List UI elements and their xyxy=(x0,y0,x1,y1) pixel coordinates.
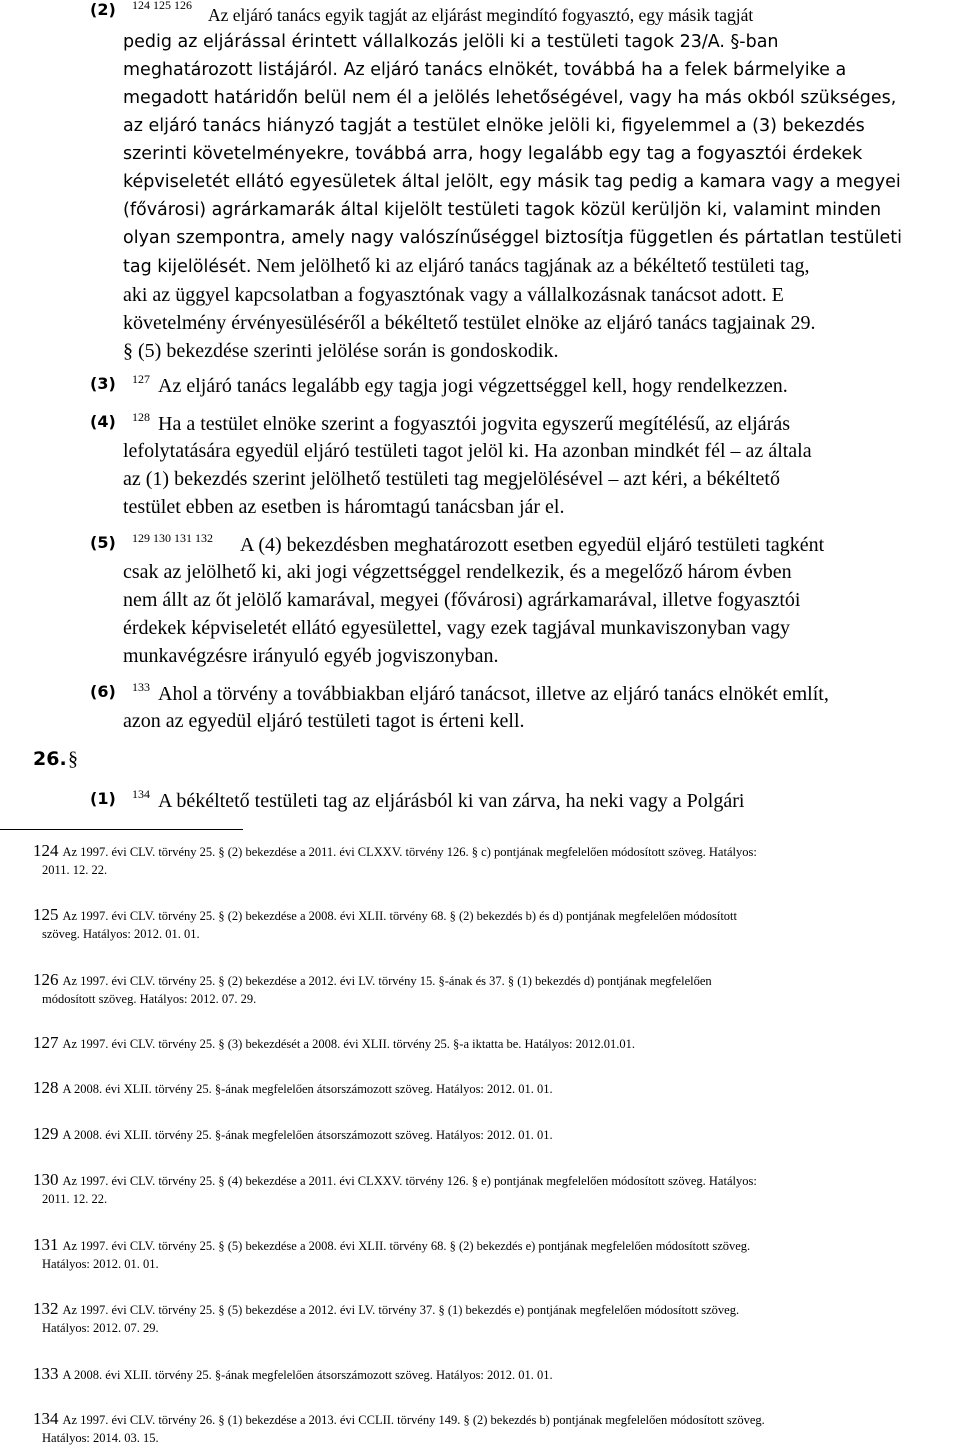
paragraph-first-line: Az eljáró tanács egyik tagját az eljárást megindító fogyasztó, egy másik tagját xyxy=(208,5,754,25)
footnote-text: Az 1997. évi CLV. törvény 25. § (5) bekezdése a 2008. évi XLII. törvény 68. § (2) bekezdés e) pontjának megfelelően módosított szöveg. xyxy=(62,1239,751,1253)
paragraph-number: (4) xyxy=(90,412,116,431)
paragraph-first-line: Az eljáró tanács legalább egy tagja jogi végzettséggel kell, hogy rendelkezzen. xyxy=(158,375,788,397)
footnote-number: 131 xyxy=(33,1235,59,1254)
paragraph-body: pedig az eljárással érintett vállalkozás jelöli ki a testületi tagok 23/A. §-ban meghatározott listájáról. Az eljáró tanács elnökét, továbbá ha a felek bármelyike a megadott határidőn belül nem él a jelölés lehetőségével, vagy ha más okból szükséges, az eljáró tanács hiányzó tagját a testület elnöke jelöli ki, figyelemmel a (3) bekezdés szerinti követelményekre, továbbá arra, hogy legalább egy tag a fogyasztói érdekek képviseletét ellátó egyesületek által jelölt, egy másik tag pedig a kamara vagy a megyei (fővárosi) agrárkamarák által kijelölt testületi tagok közül kerüljön ki, valamint minden olyan szempontra, amely nagy valószínűséggel biztosítja független és pártatlan testületi tag kijelölését. Nem jelölhető ki az eljáró tanács tagjának az a békéltető testületi tag, aki az üggyel kapcsolatban a fogyasztónak vagy a vállalkozásnak tanácsot adott. E követelmény érvényesüléséről a békéltető testület elnöke az eljáró tanács tagjainak 29. § (5) bekezdése szerinti jelölése során is gondoskodik. xyxy=(123,32,902,362)
footnote-number: 129 xyxy=(33,1124,59,1143)
footnote xyxy=(33,1235,958,1272)
footnote-number: 132 xyxy=(33,1299,59,1318)
footnote-text: Az 1997. évi CLV. törvény 25. § (3) bekezdését a 2008. évi XLII. törvény 25. §-a iktatta be. Hatályos: 2012.01.01. xyxy=(62,1037,635,1051)
footnote xyxy=(33,1033,958,1053)
footnote-text: A 2008. évi XLII. törvény 25. §-ának megfelelően átsorszámozott szöveg. Hatályos: 2012. 01. 01. xyxy=(62,1368,553,1382)
footnote-text-cont: módosított szöveg. Hatályos: 2012. 07. 29. xyxy=(42,992,257,1006)
footnote-refs: 129 130 131 132 xyxy=(132,531,213,545)
footnote-refs: 124 125 126 xyxy=(132,0,192,12)
footnote-text: Az 1997. évi CLV. törvény 26. § (1) bekezdése a 2013. évi CCLII. törvény 149. § (2) bekezdés b) pontjának megfelelően módosított szöveg. xyxy=(62,1413,765,1427)
footnote xyxy=(33,1170,958,1207)
footnote-number: 125 xyxy=(33,905,59,924)
footnote xyxy=(33,841,958,878)
footnote xyxy=(33,905,958,942)
footnote-number: 128 xyxy=(33,1078,59,1097)
section-number: 26. xyxy=(33,748,67,770)
paragraph-number: (6) xyxy=(90,682,116,701)
footnote-number: 133 xyxy=(33,1364,59,1383)
footnote-text: A 2008. évi XLII. törvény 25. §-ának megfelelően átsorszámozott szöveg. Hatályos: 2012. 01. 01. xyxy=(62,1128,553,1142)
footnote-text-cont: Hatályos: 2012. 01. 01. xyxy=(42,1257,159,1271)
paragraph-first-line: A (4) bekezdésben meghatározott esetben egyedül eljáró testületi tagként xyxy=(240,534,825,556)
footnote-refs: 134 xyxy=(132,787,150,801)
footnote-text-cont: 2011. 12. 22. xyxy=(42,863,108,877)
footnote xyxy=(33,970,958,1007)
footnote xyxy=(33,1299,958,1336)
footnote-number: 124 xyxy=(33,841,59,860)
footnote-text: Az 1997. évi CLV. törvény 25. § (2) bekezdése a 2008. évi XLII. törvény 68. § (2) bekezdés b) és d) pontjának megfelelően módosított xyxy=(62,909,737,923)
footnote-separator xyxy=(0,829,243,830)
footnote-number: 130 xyxy=(33,1170,59,1189)
footnote-refs: 127 xyxy=(132,372,150,386)
footnote-refs: 133 xyxy=(132,680,150,694)
footnote-text: Az 1997. évi CLV. törvény 25. § (2) bekezdése a 2011. évi CLXXV. törvény 126. § c) pontjának megfelelően módosított szöveg. Hatályos: xyxy=(62,845,757,859)
paragraph-first-line: A békéltető testületi tag az eljárásból ki van zárva, ha neki vagy a Polgári xyxy=(158,790,745,812)
paragraph-body: lefolytatására egyedül eljáró testületi tagot jelöl ki. Ha azonban mindkét fél – az általa az (1) bekezdés szerint jelölhető testületi tag megjelölésével – azt kéri, a békéltető testület ebben az esetben is háromtagú tanácsban jár el. xyxy=(123,440,812,518)
footnote-text: Az 1997. évi CLV. törvény 25. § (2) bekezdése a 2012. évi LV. törvény 15. §-ának és 37. § (1) bekezdés d) pontjának megfelelően xyxy=(62,974,712,988)
section-sign: § xyxy=(68,748,78,770)
paragraph-number: (1) xyxy=(90,789,116,808)
paragraph-number: (2) xyxy=(90,0,116,19)
footnote-text-cont: Hatályos: 2012. 07. 29. xyxy=(42,1321,159,1335)
paragraph-body: csak az jelölhető ki, aki jogi végzettséggel rendelkezik, és a megelőző három évben nem állt az őt jelölő kamarával, megyei (fővárosi) agrárkamarával, illetve fogyasztói érdekek képviseletét ellátó egyesülettel, vagy ezek tagjával munkaviszonyban vagy munkavégzésre irányuló egyéb jogviszonyban. xyxy=(123,561,801,667)
footnote-text-cont: Hatályos: 2014. 03. 15. xyxy=(42,1431,159,1445)
paragraph-number: (5) xyxy=(90,533,116,552)
paragraph-number: (3) xyxy=(90,374,116,393)
footnote-text: A 2008. évi XLII. törvény 25. §-ának megfelelően átsorszámozott szöveg. Hatályos: 2012. 01. 01. xyxy=(62,1082,553,1096)
footnote-number: 134 xyxy=(33,1409,59,1428)
footnote-text-cont: 2011. 12. 22. xyxy=(42,1192,108,1206)
paragraph-first-line: Ha a testület elnöke szerint a fogyasztói jogvita egyszerű megítélésű, az eljárás xyxy=(158,413,790,435)
footnote-number: 127 xyxy=(33,1033,59,1052)
footnote xyxy=(33,1364,958,1384)
footnote-number: 126 xyxy=(33,970,59,989)
footnote-text: Az 1997. évi CLV. törvény 25. § (5) bekezdése a 2012. évi LV. törvény 37. § (1) bekezdés e) pontjának megfelelően módosított szöveg. xyxy=(62,1303,740,1317)
paragraph-body: azon az egyedül eljáró testületi tagot is érteni kell. xyxy=(123,710,525,732)
footnote xyxy=(33,1409,958,1446)
footnote xyxy=(33,1124,958,1144)
footnote-text: Az 1997. évi CLV. törvény 25. § (4) bekezdése a 2011. évi CLXXV. törvény 126. § e) pontjának megfelelően módosított szöveg. Hatályos: xyxy=(62,1174,757,1188)
footnote-refs: 128 xyxy=(132,410,150,424)
footnote xyxy=(33,1078,958,1098)
paragraph-first-line: Ahol a törvény a továbbiakban eljáró tanácsot, illetve az eljáró tanács elnökét említ, xyxy=(158,683,829,705)
footnote-text-cont: szöveg. Hatályos: 2012. 01. 01. xyxy=(42,927,200,941)
